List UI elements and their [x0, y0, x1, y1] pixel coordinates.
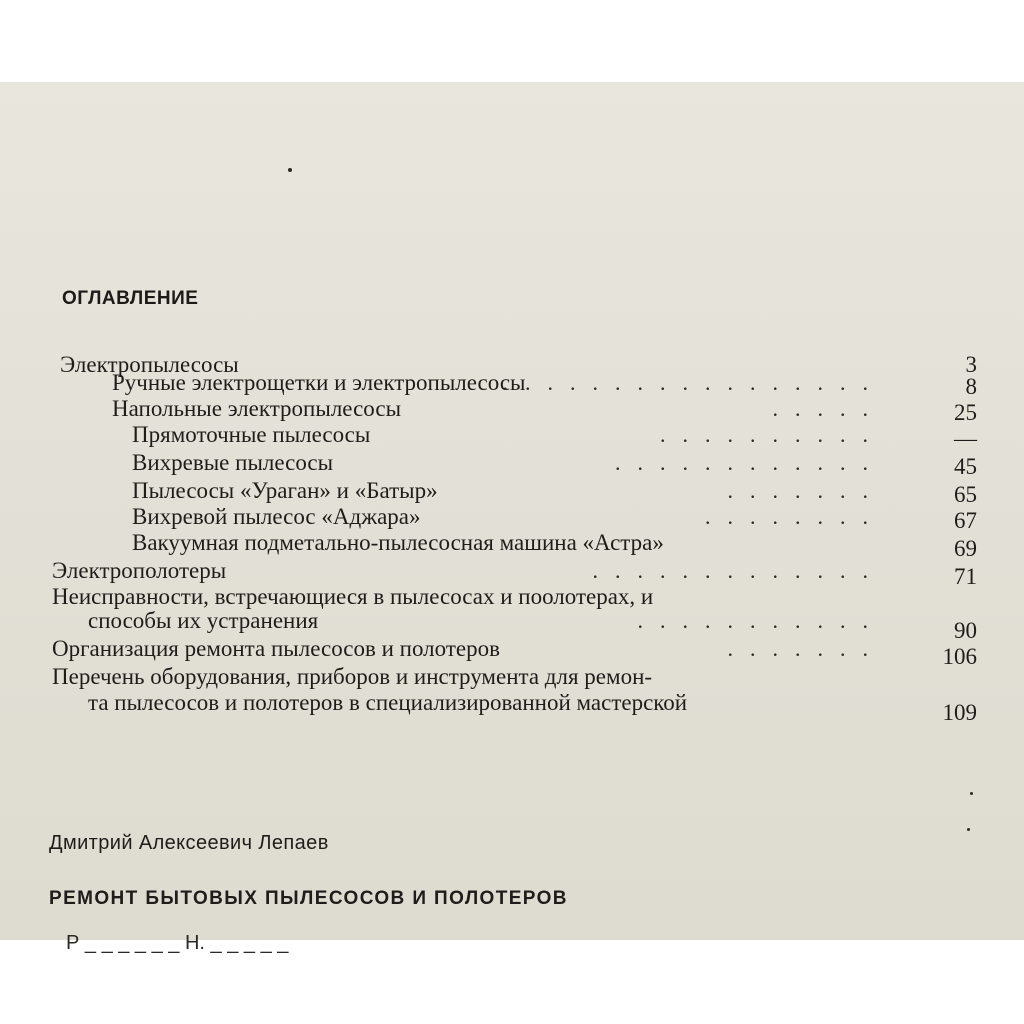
toc-page-number: 90 — [954, 618, 977, 643]
toc-page-number: 71 — [954, 564, 977, 589]
toc-entry — [52, 636, 885, 662]
toc-entry — [52, 558, 885, 584]
toc-leader-dots: ....... — [727, 478, 885, 503]
toc-leader-dots: ....... — [727, 636, 885, 661]
toc-entry-title: Вихревые пылесосы — [132, 450, 334, 475]
toc-entry-title: Перечень оборудования, приборов и инструмента для ремон- — [52, 664, 653, 689]
toc-entry-title: Электропылесосы — [60, 352, 239, 377]
toc-page-number: — — [954, 426, 977, 451]
toc-leader-dots: ............ — [615, 450, 885, 475]
toc-page-number: 67 — [954, 508, 977, 533]
toc-leader-dots: ........... — [637, 608, 885, 633]
toc-entry — [112, 396, 885, 422]
toc-page-number: 106 — [942, 644, 977, 669]
toc-entry — [88, 690, 885, 716]
toc-entry — [52, 584, 885, 610]
toc-entry-title: Прямоточные пылесосы — [132, 422, 371, 447]
speck-3 — [967, 828, 970, 831]
toc-leader-dots: ..... — [772, 396, 885, 421]
toc-page-number: 69 — [954, 536, 977, 561]
speck-1 — [288, 168, 292, 172]
cut-off-text-line: Р _ _ _ _ _ _ Н. _ _ _ _ _ — [66, 932, 289, 954]
toc-entry — [88, 608, 885, 634]
toc-page-number: 8 — [965, 374, 977, 399]
toc-page-number: 65 — [954, 482, 977, 507]
toc-entry — [112, 370, 885, 396]
toc-entry-title: Вихревой пылесос «Аджара» — [132, 504, 421, 529]
book-page — [0, 82, 1024, 954]
toc-page-number: 3 — [965, 352, 977, 377]
toc-page-number: 45 — [954, 454, 977, 479]
toc-entry — [132, 422, 885, 448]
toc-entry — [132, 530, 885, 556]
contents-heading: ОГЛАВЛЕНИЕ — [62, 288, 199, 309]
toc-entry — [132, 450, 885, 476]
speck-2 — [970, 792, 973, 795]
toc-entry-title: способы их устранения — [88, 608, 319, 633]
toc-entry-title: Ручные электрощетки и электропылесосы — [112, 370, 526, 395]
toc-leader-dots: ............. — [592, 558, 885, 583]
toc-entry-title: Вакуумная подметально-пылесосная машина «Астра» — [132, 530, 664, 555]
toc-entry — [52, 664, 885, 690]
book-title: РЕМОНТ БЫТОВЫХ ПЫЛЕСОСОВ И ПОЛОТЕРОВ — [49, 888, 568, 909]
toc-page-number: 25 — [954, 400, 977, 425]
toc-entry — [132, 478, 885, 504]
toc-entry-title: Неисправности, встречающиеся в пылесосах и поолотерах, и — [52, 584, 654, 609]
toc-entry — [132, 504, 885, 530]
toc-leader-dots: ........ — [705, 504, 885, 529]
toc-leader-dots: .......... — [660, 422, 885, 447]
toc-entry-title: Напольные электропылесосы — [112, 396, 402, 421]
toc-page-number: 109 — [942, 700, 977, 725]
author-name: Дмитрий Алексеевич Лепаев — [49, 832, 329, 854]
toc-entry-title: та пылесосов и полотеров в специализированной мастерской — [88, 690, 688, 715]
toc-leader-dots: ................. — [502, 370, 885, 395]
toc-entry-title: Электрополотеры — [52, 558, 227, 583]
toc-entry-title: Организация ремонта пылесосов и полотеров — [52, 636, 500, 661]
toc-entry-title: Пылесосы «Ураган» и «Батыр» — [132, 478, 438, 503]
